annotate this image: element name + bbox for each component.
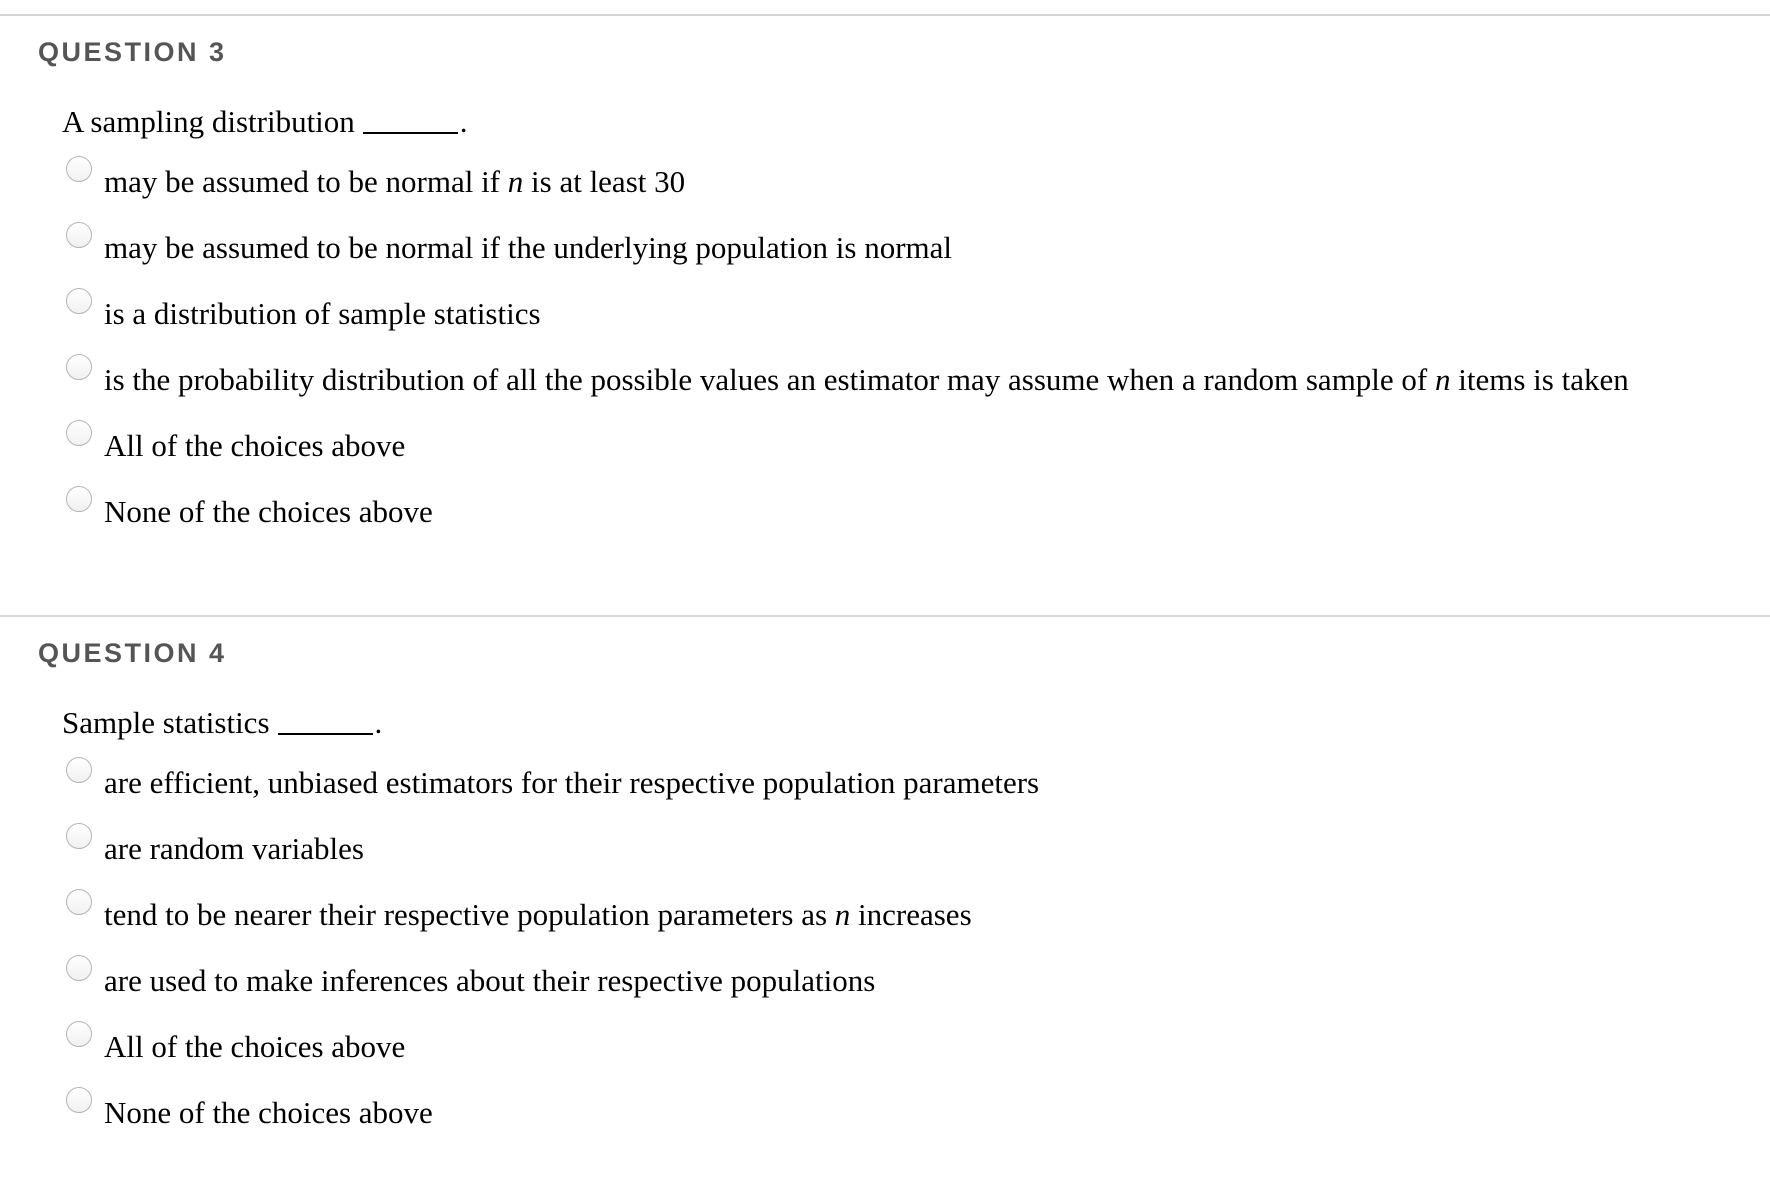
option-text-tail: is at least 30 <box>523 164 686 199</box>
answer-option[interactable] <box>0 757 1770 823</box>
option-text: None of the choices above <box>104 1095 433 1130</box>
answer-option-label <box>104 360 1629 400</box>
question-divider <box>0 14 1770 16</box>
answer-option[interactable] <box>0 823 1770 889</box>
answer-option-label <box>104 294 541 334</box>
answer-options <box>0 156 1770 552</box>
question-3 <box>0 14 1770 552</box>
answer-option[interactable] <box>0 955 1770 1021</box>
radio-unchecked-icon[interactable] <box>66 222 92 248</box>
option-text: tend to be nearer their respective population parameters as <box>104 897 835 932</box>
answer-option-label <box>104 961 875 1001</box>
answer-option-label <box>104 895 972 935</box>
answer-option[interactable] <box>0 486 1770 552</box>
answer-blank <box>363 110 458 134</box>
option-text-tail: increases <box>850 897 972 932</box>
radio-unchecked-icon[interactable] <box>66 354 92 380</box>
radio-unchecked-icon[interactable] <box>66 757 92 783</box>
radio-unchecked-icon[interactable] <box>66 156 92 182</box>
question-4 <box>0 615 1770 1153</box>
question-header: QUESTION 4 <box>38 638 227 668</box>
question-stem <box>62 102 1770 142</box>
answer-option-label <box>104 1027 405 1067</box>
radio-unchecked-icon[interactable] <box>66 1087 92 1113</box>
answer-option-label <box>104 1093 433 1133</box>
radio-unchecked-icon[interactable] <box>66 955 92 981</box>
radio-unchecked-icon[interactable] <box>66 288 92 314</box>
question-divider <box>0 615 1770 617</box>
option-text: may be assumed to be normal if the underlying population is normal <box>104 230 953 265</box>
answer-blank <box>278 711 373 735</box>
answer-option-label <box>104 829 364 869</box>
question-stem-text: A sampling distribution <box>62 104 355 139</box>
answer-option[interactable] <box>0 354 1770 420</box>
stem-period: . <box>374 705 383 740</box>
option-variable: n <box>834 897 851 932</box>
answer-option[interactable] <box>0 156 1770 222</box>
answer-option-label <box>104 162 685 202</box>
option-text: All of the choices above <box>104 1029 406 1064</box>
answer-options <box>0 757 1770 1153</box>
answer-option[interactable] <box>0 889 1770 955</box>
option-text: are efficient, unbiased estimators for their respective population parameters <box>104 765 1040 800</box>
option-text: All of the choices above <box>104 428 406 463</box>
answer-option[interactable] <box>0 420 1770 486</box>
answer-option-label <box>104 492 433 532</box>
radio-unchecked-icon[interactable] <box>66 889 92 915</box>
option-variable: n <box>1435 362 1451 397</box>
option-text: is the probability distribution of all the possible values an estimator may assume when a random sample of <box>104 362 1436 397</box>
question-header: QUESTION 3 <box>38 37 227 67</box>
answer-option[interactable] <box>0 288 1770 354</box>
option-text-tail: items is taken <box>1450 362 1629 397</box>
question-stem-text: Sample statistics <box>62 705 270 740</box>
radio-unchecked-icon[interactable] <box>66 1021 92 1047</box>
answer-option-label <box>104 426 405 466</box>
option-text: None of the choices above <box>104 494 433 529</box>
radio-unchecked-icon[interactable] <box>66 486 92 512</box>
question-stem <box>62 703 1770 743</box>
answer-option[interactable] <box>0 1087 1770 1153</box>
option-text: may be assumed to be normal if <box>104 164 508 199</box>
answer-option-label <box>104 228 952 268</box>
option-text: is a distribution of sample statistics <box>104 296 541 331</box>
radio-unchecked-icon[interactable] <box>66 420 92 446</box>
option-variable: n <box>507 164 524 199</box>
option-text: are used to make inferences about their respective populations <box>104 963 876 998</box>
stem-period: . <box>459 104 468 139</box>
radio-unchecked-icon[interactable] <box>66 823 92 849</box>
option-text: are random variables <box>104 831 364 866</box>
answer-option-label <box>104 763 1039 803</box>
answer-option[interactable] <box>0 222 1770 288</box>
answer-option[interactable] <box>0 1021 1770 1087</box>
